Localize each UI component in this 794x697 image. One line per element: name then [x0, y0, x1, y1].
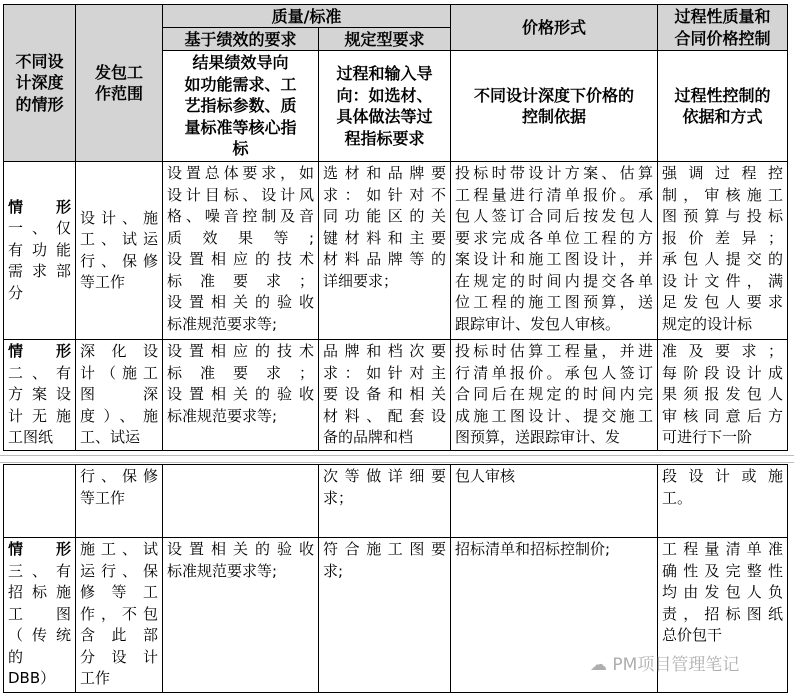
- text-line: 材料品牌等的: [323, 250, 446, 268]
- text-line: 责，招标图纸: [662, 604, 783, 623]
- text-line: 标准要求；: [167, 363, 314, 382]
- text-line: 不同设计深度下价格的: [473, 85, 634, 105]
- text-line: 计深度: [15, 73, 64, 93]
- text-line: 标: [232, 139, 249, 159]
- header-price: [450, 4, 658, 51]
- text-line: 设置相关的验收: [167, 540, 314, 558]
- text-line: （传统: [8, 626, 71, 644]
- text-line: 度）、施: [80, 406, 158, 425]
- text-line: 修等工: [80, 583, 158, 601]
- text-line: 规定的设计标: [662, 314, 753, 333]
- perf-cell: [162, 537, 319, 693]
- text-line: 的: [8, 647, 24, 666]
- text-line: 品牌和档次要: [323, 342, 446, 360]
- text-line: 设置相关的验收: [167, 385, 314, 403]
- presc-desc: [318, 50, 451, 162]
- text-line: 工。: [662, 488, 693, 507]
- header-design-depth: [3, 4, 76, 162]
- text-line: 确性及完整性: [662, 561, 783, 580]
- text-line: 作，不包: [80, 604, 158, 623]
- text-line: 图预算与投标: [662, 207, 783, 225]
- text-line: 需求部: [8, 262, 71, 281]
- text-line: 包人审核: [455, 467, 516, 485]
- text-line: 求：如针对主: [323, 363, 446, 382]
- text-line: 结果绩效导向: [192, 53, 289, 73]
- page-break: [0, 455, 794, 463]
- presc-cell: [318, 537, 451, 693]
- text-line: 报价差异；: [662, 228, 783, 247]
- header-prescriptive: [318, 27, 451, 51]
- text-line: 的情形: [15, 94, 64, 114]
- text-line: 均由发包人负: [662, 583, 783, 601]
- text-line: 情 形: [8, 540, 71, 558]
- text-line: 次等做详细要: [323, 467, 446, 485]
- text-line: 分设计: [80, 647, 158, 666]
- text-line: 设计目标、设计风: [167, 185, 314, 204]
- header-quality: [162, 4, 451, 28]
- text-line: 设置相关的验收: [167, 293, 314, 311]
- text-line: 行、保修: [80, 251, 158, 270]
- presc-cell: [318, 161, 451, 340]
- text-line: 行清单报价。承包人签订: [455, 363, 653, 382]
- text-line: 键材料和主要: [323, 228, 446, 247]
- text-line: 运行、保: [80, 561, 158, 580]
- header-scope: [75, 4, 163, 162]
- text-line: 计无施: [8, 406, 71, 425]
- text-line: 图预算，送跟踪审计、发: [455, 428, 621, 446]
- scope-cell: [75, 161, 163, 340]
- text-line: 作范围: [94, 84, 143, 103]
- header-performance: [162, 27, 319, 51]
- text-line: 备的品牌和档: [323, 428, 414, 446]
- text-line: 材料、配套设: [323, 406, 446, 425]
- text-line: 标准规范要求等;: [167, 406, 278, 425]
- perf-cell: [162, 161, 319, 340]
- presc-cell: [318, 339, 451, 451]
- header-control: [657, 4, 788, 51]
- text-line: 选材和品牌要: [323, 164, 446, 182]
- text-line: 一、仅: [8, 219, 71, 238]
- text-line: 图 深: [80, 385, 158, 403]
- text-line: 过程性控制的: [674, 85, 771, 105]
- text-line: 分: [8, 283, 24, 302]
- text-line: 有功能: [8, 240, 71, 259]
- scope-cell: [75, 339, 163, 451]
- text-line: 案设计和施工图设计，并: [455, 250, 653, 268]
- text-line: 方案设: [8, 385, 71, 403]
- text-line: 过程性质量和: [674, 7, 771, 26]
- text-line: 施工、试: [80, 540, 158, 558]
- control-cell: [657, 339, 788, 451]
- text-line: 设计文件，满: [662, 271, 783, 290]
- perf-cell: [162, 464, 319, 538]
- price-cell: [450, 339, 658, 451]
- perf-cell: [162, 339, 319, 451]
- perf-desc: [162, 50, 319, 162]
- text-line: 基于绩效的要求: [184, 30, 297, 49]
- text-line: 质效果等;: [167, 228, 314, 247]
- text-line: 艺指标参数、质: [184, 96, 297, 116]
- text-line: 规定型要求: [344, 30, 425, 49]
- text-line: 足发包人要求: [662, 293, 783, 311]
- text-line: 过程和输入导: [336, 64, 433, 83]
- text-line: 三、有: [8, 561, 71, 580]
- text-line: 总价包干: [662, 626, 723, 644]
- text-line: 控制依据: [521, 107, 586, 126]
- text-line: 要设备和相关: [323, 385, 446, 403]
- text-line: 依据和方式: [682, 107, 763, 126]
- text-line: 情 形: [8, 197, 71, 216]
- text-line: 工 图: [8, 604, 71, 623]
- text-line: 承包人提交的: [662, 250, 783, 268]
- text-line: 投标时带设计方案、估算: [455, 164, 653, 182]
- text-line: 要求完成各单位工程的方: [455, 228, 653, 247]
- text-line: 工图纸: [8, 428, 54, 446]
- text-line: DBB）: [8, 669, 56, 687]
- text-line: 可进行下一阶: [662, 428, 753, 446]
- text-line: 价格形式: [521, 17, 586, 37]
- text-line: 段设计或施: [662, 467, 783, 485]
- text-line: 含此部: [80, 626, 158, 644]
- text-line: 发包工: [94, 62, 143, 82]
- text-line: 跟踪审计、发包人审核。: [455, 314, 621, 333]
- text-line: 同功能区的关: [323, 207, 446, 225]
- text-line: 求：如针对不: [323, 185, 446, 204]
- text-line: 详细要求；: [323, 271, 399, 290]
- scope-cell: [75, 537, 163, 693]
- control-desc: [657, 50, 788, 162]
- text-line: 工程量进行清单报价。承: [455, 185, 653, 204]
- text-line: 强调过程控: [662, 164, 783, 182]
- text-line: 行、保修: [80, 467, 158, 485]
- text-line: 向：如选材、: [336, 85, 433, 105]
- text-line: 设置相应的技术: [167, 250, 314, 268]
- text-line: 不同设: [15, 51, 64, 71]
- text-line: 设置相应的技术: [167, 342, 314, 360]
- text-line: 二、有: [8, 363, 71, 382]
- text-line: 计（施工: [80, 363, 158, 382]
- presc-cell: [318, 464, 451, 538]
- case-cell: [3, 537, 76, 693]
- control-cell: [657, 161, 788, 340]
- text-line: 招标施: [8, 583, 71, 601]
- text-line: 工、试运: [80, 230, 158, 248]
- text-line: 工程量清单准: [662, 540, 783, 558]
- text-line: 程指标要求: [344, 128, 425, 148]
- text-line: 投标时估算工程量，并进: [455, 342, 653, 360]
- text-line: 求;: [323, 561, 344, 580]
- text-line: 等工作: [80, 273, 126, 291]
- case-cell: [3, 161, 76, 340]
- case-cell: [3, 339, 76, 451]
- text-line: 招标清单和招标控制价;: [455, 540, 611, 558]
- text-line: 标准要求；: [167, 271, 314, 290]
- price-desc: [450, 50, 658, 162]
- text-line: 标准规范要求等;: [167, 314, 278, 333]
- text-line: 符合施工图要: [323, 540, 446, 558]
- text-line: 量标准等核心指: [184, 117, 297, 137]
- text-line: 深化设: [80, 342, 158, 360]
- text-line: 格、噪音控制及音: [167, 207, 314, 225]
- text-line: 每阶段设计成: [662, 363, 783, 382]
- price-cell: [450, 464, 658, 538]
- text-line: 成施工图设计、提交施工: [455, 406, 653, 425]
- text-line: 制，审核施工: [662, 185, 783, 204]
- text-line: 果须报发包人: [662, 385, 783, 403]
- text-line: 审核同意后方: [662, 406, 783, 425]
- text-line: 合同后在规定的时间内完: [455, 385, 653, 403]
- text-line: 在规定的时间内提交各单: [455, 271, 653, 290]
- text-line: 合同价格控制: [674, 28, 771, 48]
- text-line: 设置总体要求，如: [167, 164, 314, 182]
- text-line: 准及要求；: [662, 342, 783, 360]
- price-cell: [450, 161, 658, 340]
- text-line: 包人签订合同后按发包人: [455, 207, 653, 225]
- text-line: 设计、施: [80, 208, 158, 227]
- text-line: 如功能需求、工: [184, 74, 297, 94]
- text-line: 标准规范要求等;: [167, 561, 278, 580]
- scope-cell: [75, 464, 163, 538]
- text-line: 等工作: [80, 488, 126, 507]
- text-line: 工、试运: [80, 428, 141, 446]
- watermark: ☁ PM项目管理笔记: [590, 655, 740, 675]
- control-cell: [657, 464, 788, 538]
- wechat-icon: ☁: [590, 655, 613, 675]
- case-cell: [3, 464, 76, 538]
- text-line: 具体做法等过: [336, 107, 433, 126]
- text-line: 情 形: [8, 342, 71, 360]
- text-line: 工作: [80, 669, 111, 687]
- text-line: 求；: [323, 488, 354, 507]
- text-line: 位工程的施工图预算，送: [455, 293, 653, 311]
- text-line: 质量/标准: [271, 7, 342, 26]
